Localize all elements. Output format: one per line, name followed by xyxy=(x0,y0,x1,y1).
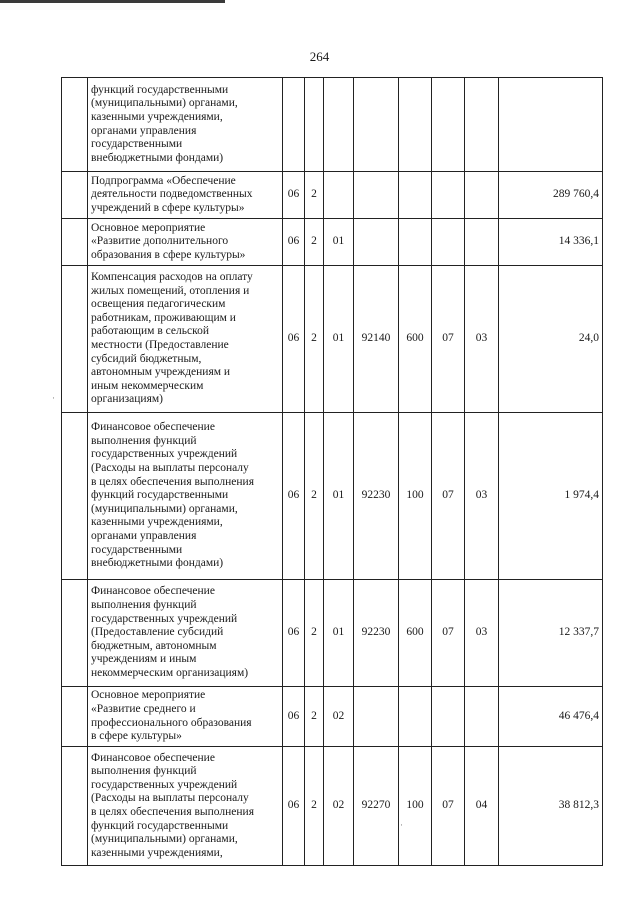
cell-grbs: 06 xyxy=(283,687,305,747)
cell-grbs: 06 xyxy=(283,580,305,687)
cell-desc: Основное мероприятие «Развитие среднего и профессионального образования в сфере культуры» xyxy=(88,687,283,747)
row-margin-cell xyxy=(62,687,88,747)
cell-sum: 24,0 xyxy=(499,266,603,413)
cell-prog: 2 xyxy=(305,266,324,413)
scan-mark: · xyxy=(400,820,403,830)
cell-sub: 01 xyxy=(324,580,354,687)
budget-table xyxy=(61,77,603,866)
cell-grbs: 06 xyxy=(283,747,305,866)
cell-prog xyxy=(305,78,324,172)
cell-prog: 2 xyxy=(305,687,324,747)
cell-pr: 04 xyxy=(465,747,499,866)
cell-vr xyxy=(399,78,432,172)
cell-dir: 92270 xyxy=(354,747,399,866)
cell-sum: 46 476,4 xyxy=(499,687,603,747)
cell-sum: 38 812,3 xyxy=(499,747,603,866)
cell-pr xyxy=(465,687,499,747)
cell-sub: 01 xyxy=(324,219,354,266)
cell-desc: Компенсация расходов на оплату жилых помещений, отопления и освещения педагогическим работникам, проживающим и работающим в сельской местности (Предоставление субсидий бюджетным, автономным учреждениям и иным некоммерческим организациям) xyxy=(88,266,283,413)
cell-desc: Подпрограмма «Обеспечение деятельности подведомственных учреждений в сфере культуры» xyxy=(88,172,283,219)
cell-grbs xyxy=(283,78,305,172)
row-margin-cell xyxy=(62,78,88,172)
cell-prog: 2 xyxy=(305,219,324,266)
row-margin-cell xyxy=(62,219,88,266)
cell-grbs: 06 xyxy=(283,413,305,580)
scan-mark: · xyxy=(52,393,55,403)
cell-dir xyxy=(354,687,399,747)
table-row xyxy=(62,219,603,266)
cell-grbs: 06 xyxy=(283,219,305,266)
row-margin-cell xyxy=(62,413,88,580)
cell-sub: 02 xyxy=(324,747,354,866)
page-number: 264 xyxy=(309,49,330,64)
cell-vr: 100 xyxy=(399,747,432,866)
cell-grbs: 06 xyxy=(283,266,305,413)
cell-rz xyxy=(432,687,465,747)
table-row xyxy=(62,413,603,580)
cell-prog: 2 xyxy=(305,172,324,219)
cell-pr: 03 xyxy=(465,580,499,687)
cell-desc: Финансовое обеспечение выполнения функций государственных учреждений (Расходы на выплаты персоналу в целях обеспечения выполнения функций государственными (муниципальными) органами, казенными учреждениями, xyxy=(88,747,283,866)
cell-dir: 92230 xyxy=(354,413,399,580)
cell-vr xyxy=(399,687,432,747)
cell-prog: 2 xyxy=(305,747,324,866)
cell-pr: 03 xyxy=(465,413,499,580)
table-row xyxy=(62,172,603,219)
cell-vr xyxy=(399,172,432,219)
cell-pr xyxy=(465,172,499,219)
cell-sum: 12 337,7 xyxy=(499,580,603,687)
cell-prog: 2 xyxy=(305,580,324,687)
cell-vr: 600 xyxy=(399,266,432,413)
cell-pr: 03 xyxy=(465,266,499,413)
cell-pr xyxy=(465,219,499,266)
cell-sub: 01 xyxy=(324,413,354,580)
row-margin-cell xyxy=(62,172,88,219)
budget-table-body xyxy=(62,78,603,866)
row-margin-cell xyxy=(62,266,88,413)
table-row xyxy=(62,580,603,687)
cell-pr xyxy=(465,78,499,172)
cell-desc: Финансовое обеспечение выполнения функций государственных учреждений (Предоставление субсидий бюджетным, автономным учреждениям и иным некоммерческим организациям) xyxy=(88,580,283,687)
cell-sum: 1 974,4 xyxy=(499,413,603,580)
cell-rz: 07 xyxy=(432,413,465,580)
cell-dir: 92140 xyxy=(354,266,399,413)
top-rule xyxy=(0,0,225,3)
cell-desc: Финансовое обеспечение выполнения функций государственных учреждений (Расходы на выплаты персоналу в целях обеспечения выполнения функций государственными (муниципальными) органами, казенными учреждениями, органами управления государственными внебюджетными фондами) xyxy=(88,413,283,580)
cell-vr xyxy=(399,219,432,266)
cell-dir: 92230 xyxy=(354,580,399,687)
cell-rz xyxy=(432,78,465,172)
table-row xyxy=(62,747,603,866)
cell-sum: 14 336,1 xyxy=(499,219,603,266)
cell-rz: 07 xyxy=(432,580,465,687)
cell-sum: 289 760,4 xyxy=(499,172,603,219)
cell-sub xyxy=(324,172,354,219)
cell-grbs: 06 xyxy=(283,172,305,219)
cell-rz: 07 xyxy=(432,266,465,413)
cell-sub: 01 xyxy=(324,266,354,413)
table-row xyxy=(62,266,603,413)
row-margin-cell xyxy=(62,580,88,687)
cell-vr: 600 xyxy=(399,580,432,687)
cell-rz: 07 xyxy=(432,747,465,866)
table-row xyxy=(62,78,603,172)
cell-vr: 100 xyxy=(399,413,432,580)
cell-desc: функций государственными (муниципальными) органами, казенными учреждениями, органами управления государственными внебюджетными фондами) xyxy=(88,78,283,172)
cell-sub xyxy=(324,78,354,172)
cell-rz xyxy=(432,172,465,219)
cell-rz xyxy=(432,219,465,266)
cell-sub: 02 xyxy=(324,687,354,747)
cell-dir xyxy=(354,78,399,172)
table-row xyxy=(62,687,603,747)
cell-dir xyxy=(354,219,399,266)
cell-dir xyxy=(354,172,399,219)
cell-prog: 2 xyxy=(305,413,324,580)
row-margin-cell xyxy=(62,747,88,866)
cell-desc: Основное мероприятие «Развитие дополнительного образования в сфере культуры» xyxy=(88,219,283,266)
cell-sum xyxy=(499,78,603,172)
